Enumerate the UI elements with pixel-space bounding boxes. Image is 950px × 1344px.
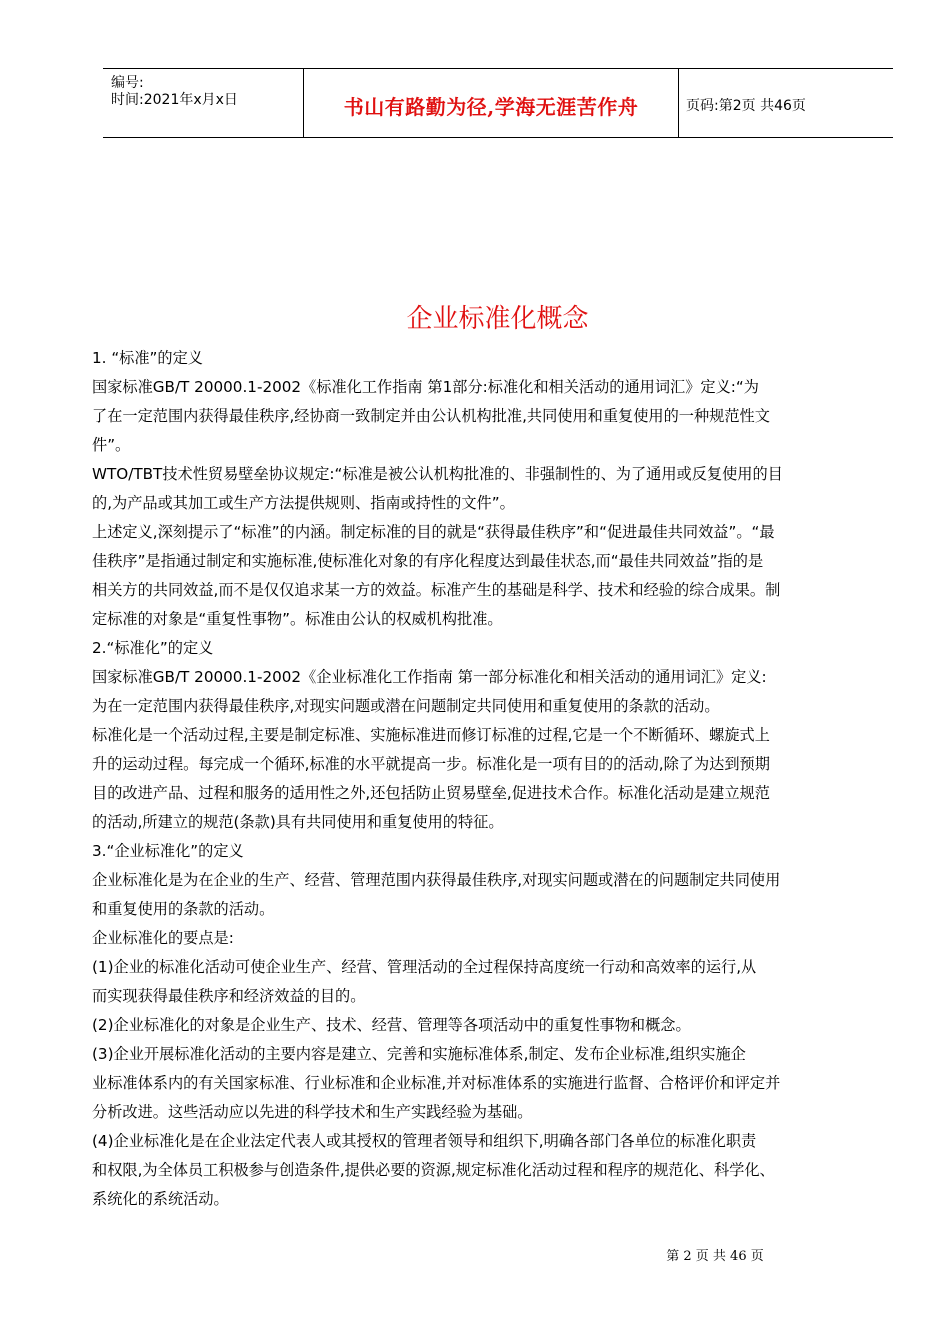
header-page-cell: [678, 69, 893, 137]
header-meta-cell: [103, 69, 303, 137]
body-line: 了在一定范围内获得最佳秩序,经协商一致制定并由公认机构批准,共同使用和重复使用的一种规范性文: [92, 407, 770, 425]
document-date-label: 时间:2021年x月x日: [111, 92, 238, 108]
body-line: 国家标准GB/T 20000.1-2002《标准化工作指南 第1部分:标准化和相关活动的通用词汇》定义:“为: [92, 378, 759, 396]
body-line: 企业标准化是为在企业的生产、经营、管理范围内获得最佳秩序,对现实问题或潜在的问题制定共同使用: [92, 871, 781, 889]
body-line: 系统化的系统活动。: [92, 1190, 229, 1208]
body-line: 和权限,为全体员工积极参与创造条件,提供必要的资源,规定标准化活动过程和程序的规范化、科学化、: [92, 1161, 775, 1179]
body-line: 的活动,所建立的规范(条款)具有共同使用和重复使用的特征。: [92, 813, 504, 831]
body-line: 件”。: [92, 436, 131, 454]
body-line: 佳秩序”是指通过制定和实施标准,使标准化对象的有序化程度达到最佳状态,而“最佳共同效益”指的是: [92, 552, 764, 570]
body-line: (4)企业标准化是在企业法定代表人或其授权的管理者领导和组织下,明确各部门各单位的标准化职责: [92, 1132, 757, 1150]
body-line: 分析改进。这些活动应以先进的科学技术和生产实践经验为基础。: [92, 1103, 533, 1121]
body-line: WTO/TBT技术性贸易壁垒协议规定:“标准是被公认机构批准的、非强制性的、为了通用或反复使用的目: [92, 465, 783, 483]
document-header: [103, 68, 893, 138]
document-title: 企业标准化概念: [406, 304, 589, 334]
page-footer: 第 2 页 共 46 页: [666, 1249, 764, 1264]
body-line: 企业标准化的要点是:: [92, 929, 234, 947]
body-line: 和重复使用的条款的活动。: [92, 900, 275, 918]
body-line: 目的改进产品、过程和服务的适用性之外,还包括防止贸易壁垒,促进技术合作。标准化活动是建立规范: [92, 784, 770, 802]
body-line: (2)企业标准化的对象是企业生产、技术、经营、管理等各项活动中的重复性事物和概念。: [92, 1016, 691, 1034]
body-line: 的,为产品或其加工或生产方法提供规则、指南或持性的文件”。: [92, 494, 515, 512]
body-line: 国家标准GB/T 20000.1-2002《企业标准化工作指南 第一部分标准化和相关活动的通用词汇》定义:: [92, 668, 767, 686]
body-line: 而实现获得最佳秩序和经济效益的目的。: [92, 987, 366, 1005]
body-line: 3.“企业标准化”的定义: [92, 842, 244, 860]
body-line: (1)企业的标准化活动可使企业生产、经营、管理活动的全过程保持高度统一行动和高效率的运行,从: [92, 958, 757, 976]
body-line: 业标准体系内的有关国家标准、行业标准和企业标准,并对标准体系的实施进行监督、合格评价和评定并: [92, 1074, 781, 1092]
document-number-label: 编号:: [111, 75, 144, 91]
body-line: 上述定义,深刻提示了“标准”的内涵。制定标准的目的就是“获得最佳秩序”和“促进最佳共同效益”。“最: [92, 523, 775, 541]
header-page-number: 页码:第2页 共46页: [686, 98, 806, 114]
body-line: (3)企业开展标准化活动的主要内容是建立、完善和实施标准体系,制定、发布企业标准,组织实施企: [92, 1045, 746, 1063]
body-line: 为在一定范围内获得最佳秩序,对现实问题或潜在问题制定共同使用和重复使用的条款的活动。: [92, 697, 720, 715]
body-line: 2.“标准化”的定义: [92, 639, 214, 657]
body-line: 1. “标准”的定义: [92, 349, 203, 367]
body-line: 标准化是一个活动过程,主要是制定标准、实施标准进而修订标准的过程,它是一个不断循环、螺旋式上: [92, 726, 770, 744]
header-motto: 书山有路勤为径,学海无涯苦作舟: [343, 95, 639, 119]
header-motto-cell: [303, 69, 679, 137]
body-line: 相关方的共同效益,而不是仅仅追求某一方的效益。标准产生的基础是科学、技术和经验的综合成果。制: [92, 581, 781, 599]
body-line: 定标准的对象是“重复性事物”。标准由公认的权威机构批准。: [92, 610, 503, 628]
body-line: 升的运动过程。每完成一个循环,标准的水平就提高一步。标准化是一项有目的的活动,除了为达到预期: [92, 755, 770, 773]
document-body: [92, 344, 902, 1214]
